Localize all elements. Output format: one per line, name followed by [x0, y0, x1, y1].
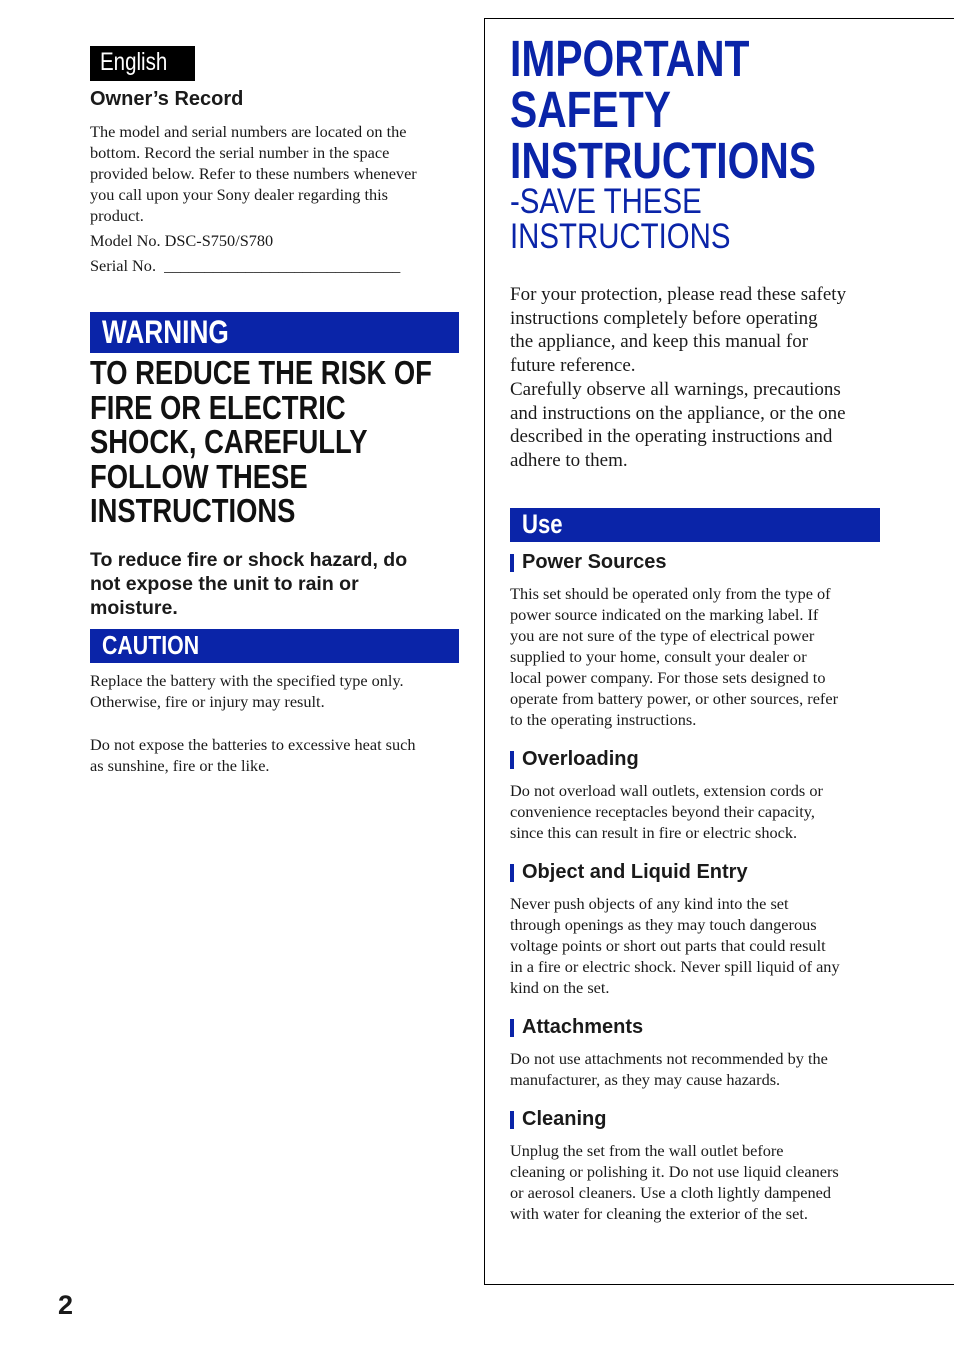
section-heading-attachments: Attachments [510, 1016, 643, 1039]
owners-record-paragraph: The model and serial numbers are located on the bottom. Record the serial number in the space provided below. Refer to these numbers whenever you call upon your Sony dealer regarding this product. [90, 122, 417, 225]
page-number: 2 [58, 1290, 74, 1320]
section-body-attachments: Do not use attachments not recommended by the manufacturer, as they may cause hazards. [510, 1049, 828, 1089]
intro-paragraph: For your protection, please read these safety instructions completely before operating the appliance, and keep this manual for future reference. Carefully observe all warnings, precautions and instructions on the appliance, or the one described in the operating instructions and adhere to them. [510, 284, 847, 471]
section-marker [510, 864, 514, 882]
caution-bar: CAUTION [90, 629, 459, 663]
section-heading-overloading: Overloading [510, 748, 639, 771]
model-number: Model No. DSC-S750/S780 [90, 231, 274, 250]
section-body-cleaning: Unplug the set from the wall outlet before cleaning or polishing it. Do not use liquid cleaners or aerosol cleaners. Use a cloth lightly dampened with water for cleaning the exterior of the set. [510, 1141, 839, 1223]
owners-record-heading: Owner’s Record [90, 88, 244, 110]
caution-paragraph-1: Replace the battery with the specified type only. Otherwise, fire or injury may result. [90, 671, 404, 711]
section-marker [510, 554, 514, 572]
section-marker [510, 1111, 514, 1129]
section-marker [510, 1019, 514, 1037]
section-heading-cleaning: Cleaning [510, 1108, 606, 1131]
main-title: IMPORTANT SAFETY INSTRUCTIONS [510, 30, 816, 189]
subtitle: -SAVE THESE INSTRUCTIONS [510, 182, 731, 256]
section-body-power-sources: This set should be operated only from the type of power source indicated on the marking label. If you are not sure of the type of electrical power supplied to your home, consult your dealer or local power company. For those sets designed to operate from battery power, or other sources, refer to the operating instructions. [510, 584, 838, 729]
section-heading-power-sources: Power Sources [510, 551, 667, 574]
caution-paragraph-2: Do not expose the batteries to excessive heat such as sunshine, fire or the like. [90, 735, 416, 775]
hazard-notice: To reduce fire or shock hazard, do not expose the unit to rain or moisture. [90, 549, 408, 619]
section-body-object-liquid-entry: Never push objects of any kind into the set through openings as they may touch dangerous voltage points or short out parts that could result in a fire or electric shock. Never spill liquid of any kind on the set. [510, 894, 840, 997]
section-heading-object-liquid-entry: Object and Liquid Entry [510, 861, 748, 884]
section-body-overloading: Do not overload wall outlets, extension cords or convenience receptacles beyond their capacity, since this can result in fire or electric shock. [510, 781, 823, 842]
language-badge: English [90, 46, 195, 81]
warning-bar: WARNING [90, 312, 459, 353]
warning-headline: TO REDUCE THE RISK OF FIRE OR ELECTRIC SHOCK, CAREFULLY FOLLOW THESE INSTRUCTIONS [90, 354, 432, 529]
section-marker [510, 751, 514, 769]
serial-number: Serial No. _____________________________ [90, 256, 401, 275]
use-bar: Use [510, 508, 880, 542]
